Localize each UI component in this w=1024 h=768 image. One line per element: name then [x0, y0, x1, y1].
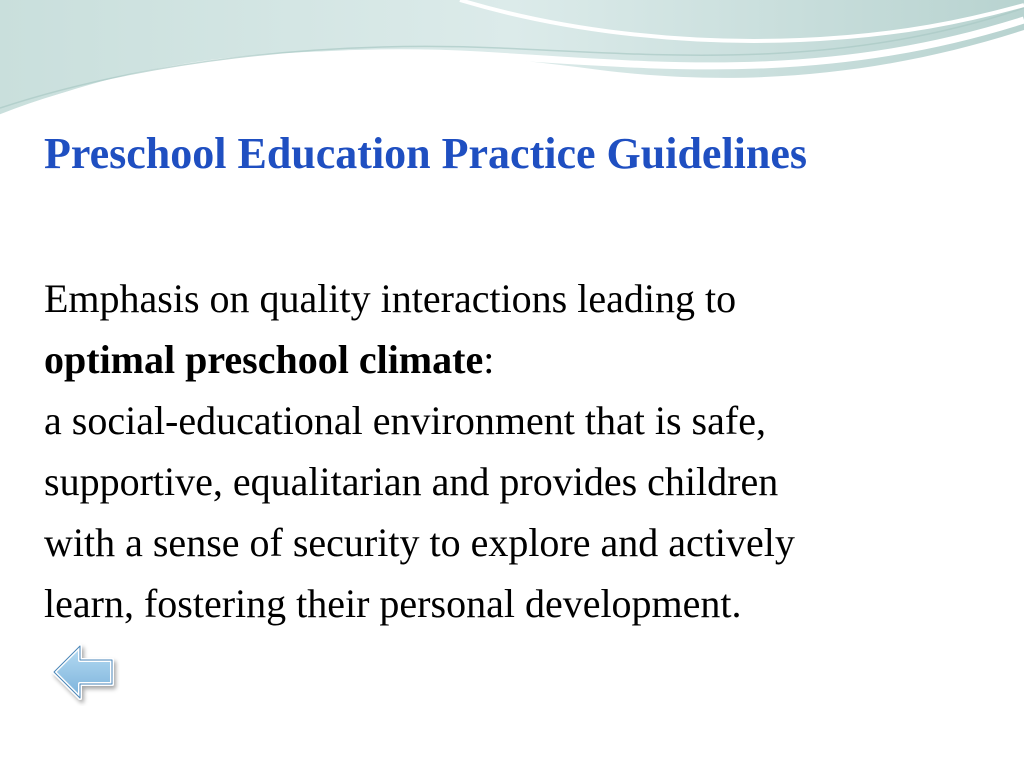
- body-line: supportive, equalitarian and provides children: [44, 459, 779, 504]
- slide-body: [44, 268, 1014, 634]
- header-wave-decoration: [0, 0, 1024, 130]
- slide-title: Preschool Education Practice Guidelines: [44, 129, 808, 178]
- body-line: a social-educational environment that is safe,: [44, 398, 766, 443]
- intro-line: Emphasis on quality interactions leading to: [44, 276, 737, 321]
- emphasis-text: optimal preschool climate: [44, 337, 484, 382]
- body-line: learn, fostering their personal development.: [44, 581, 742, 626]
- back-button[interactable]: [50, 640, 120, 706]
- body-line: with a sense of security to explore and actively: [44, 520, 795, 565]
- emphasis-suffix: :: [483, 337, 495, 382]
- emphasis-line: [44, 329, 1014, 390]
- back-arrow-icon: [50, 640, 120, 706]
